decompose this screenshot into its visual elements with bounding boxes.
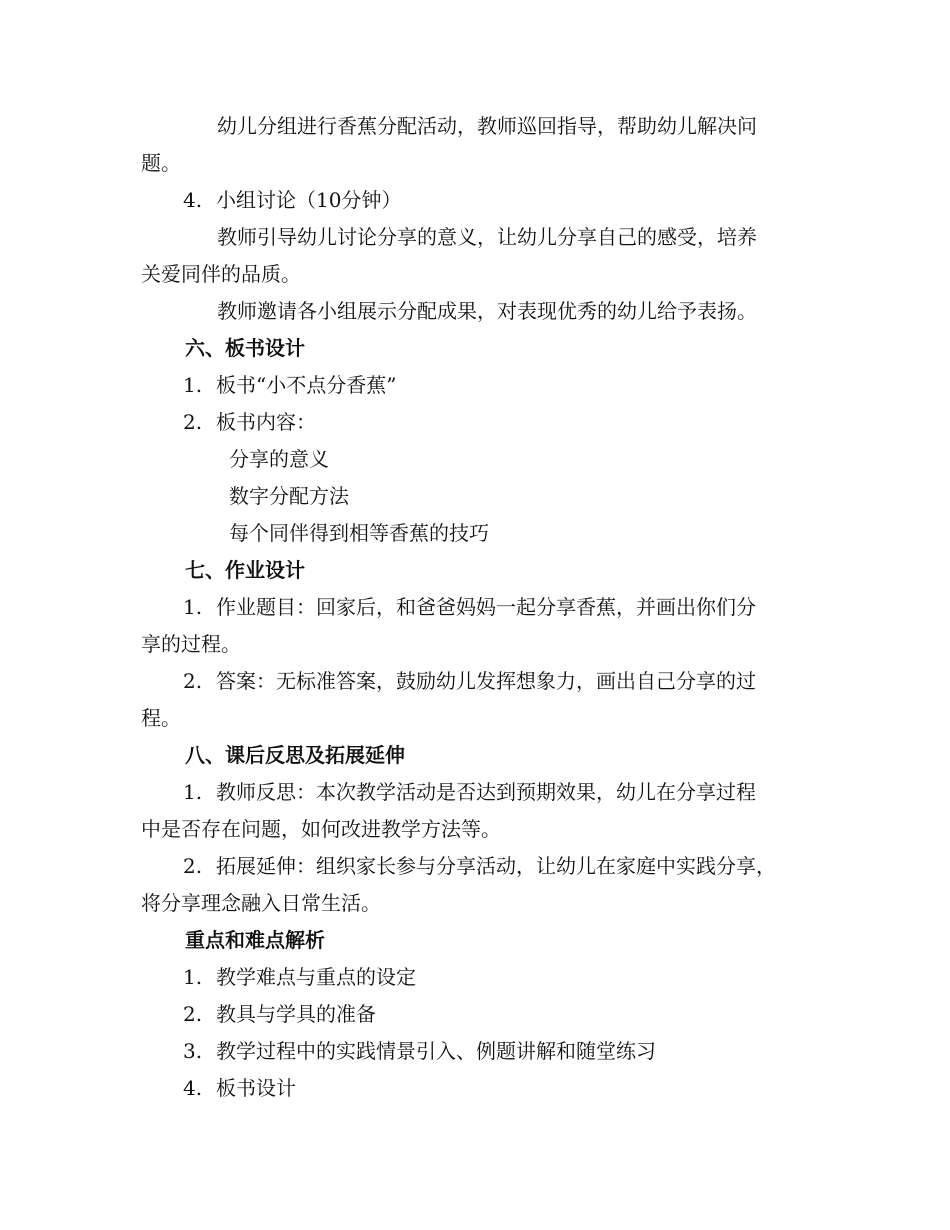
list-item-homework-answer	[141, 663, 809, 700]
paragraph-discussion-cont: 关爱同伴的品质。	[141, 262, 301, 286]
list-item-text: 作业题目：回家后，和爸爸妈妈一起分享香蕉，并画出你们分	[216, 595, 756, 619]
paragraph-group-activity: 幼儿分组进行香蕉分配活动，教师巡回指导，帮助幼儿解决问	[217, 114, 757, 138]
list-item-homework-question	[141, 589, 809, 626]
list-number: 4.	[183, 1076, 203, 1100]
list-item-homework-question-cont: 享的过程。	[141, 632, 241, 656]
list-item-text: 板书设计	[216, 1076, 296, 1100]
sub-item-technique: 每个同伴得到相等香蕉的技巧	[229, 521, 489, 545]
list-item-text: 板书内容：	[216, 410, 316, 434]
list-item-key-3	[141, 1033, 809, 1070]
list-item-homework-answer-cont: 程。	[141, 706, 181, 730]
list-item-text: 拓展延伸：组织家长参与分享活动，让幼儿在家庭中实践分享，	[216, 854, 776, 878]
list-item-extension-cont: 将分享理念融入日常生活。	[141, 891, 381, 915]
section-heading-key-points: 重点和难点解析	[185, 928, 325, 952]
list-item-extension	[141, 848, 809, 885]
section-heading-board-design: 六、板书设计	[185, 336, 305, 360]
list-item-key-2	[141, 996, 809, 1033]
list-item-text: 板书“小不点分香蕉”	[216, 373, 397, 397]
list-item-key-1	[141, 959, 809, 996]
sub-item-meaning: 分享的意义	[229, 447, 329, 471]
document-body	[141, 108, 809, 1107]
list-item-key-4	[141, 1070, 809, 1107]
list-number: 1.	[183, 965, 203, 989]
sub-item-method: 数字分配方法	[229, 484, 349, 508]
list-item-teacher-reflection	[141, 774, 809, 811]
list-number: 2.	[183, 1002, 203, 1026]
list-item-text: 答案：无标准答案，鼓励幼儿发挥想象力，画出自己分享的过	[216, 669, 756, 693]
paragraph-showcase: 教师邀请各小组展示分配成果，对表现优秀的幼儿给予表扬。	[217, 299, 757, 323]
section-heading-homework: 七、作业设计	[185, 558, 305, 582]
list-number: 1.	[183, 595, 203, 619]
list-item-text: 教学过程中的实践情景引入、例题讲解和随堂练习	[216, 1039, 656, 1063]
list-item-text: 教学难点与重点的设定	[216, 965, 416, 989]
list-number: 2.	[183, 669, 203, 693]
list-number: 2.	[183, 410, 203, 434]
list-number: 4.	[183, 188, 203, 212]
section-heading-reflection: 八、课后反思及拓展延伸	[185, 743, 405, 767]
list-number: 2.	[183, 854, 203, 878]
list-item-text: 教具与学具的准备	[216, 1002, 376, 1026]
list-number: 1.	[183, 780, 203, 804]
paragraph-discussion: 教师引导幼儿讨论分享的意义，让幼儿分享自己的感受，培养	[217, 225, 757, 249]
paragraph-group-activity-cont: 题。	[141, 151, 181, 175]
list-item-text: 小组讨论（10分钟）	[216, 188, 402, 212]
list-number: 1.	[183, 373, 203, 397]
list-item-group-discussion	[141, 182, 809, 219]
list-item-board-title	[141, 367, 809, 404]
list-item-teacher-reflection-cont: 中是否存在问题，如何改进教学方法等。	[141, 817, 501, 841]
list-item-text: 教师反思：本次教学活动是否达到预期效果，幼儿在分享过程	[216, 780, 756, 804]
list-number: 3.	[183, 1039, 203, 1063]
list-item-board-content	[141, 404, 809, 441]
